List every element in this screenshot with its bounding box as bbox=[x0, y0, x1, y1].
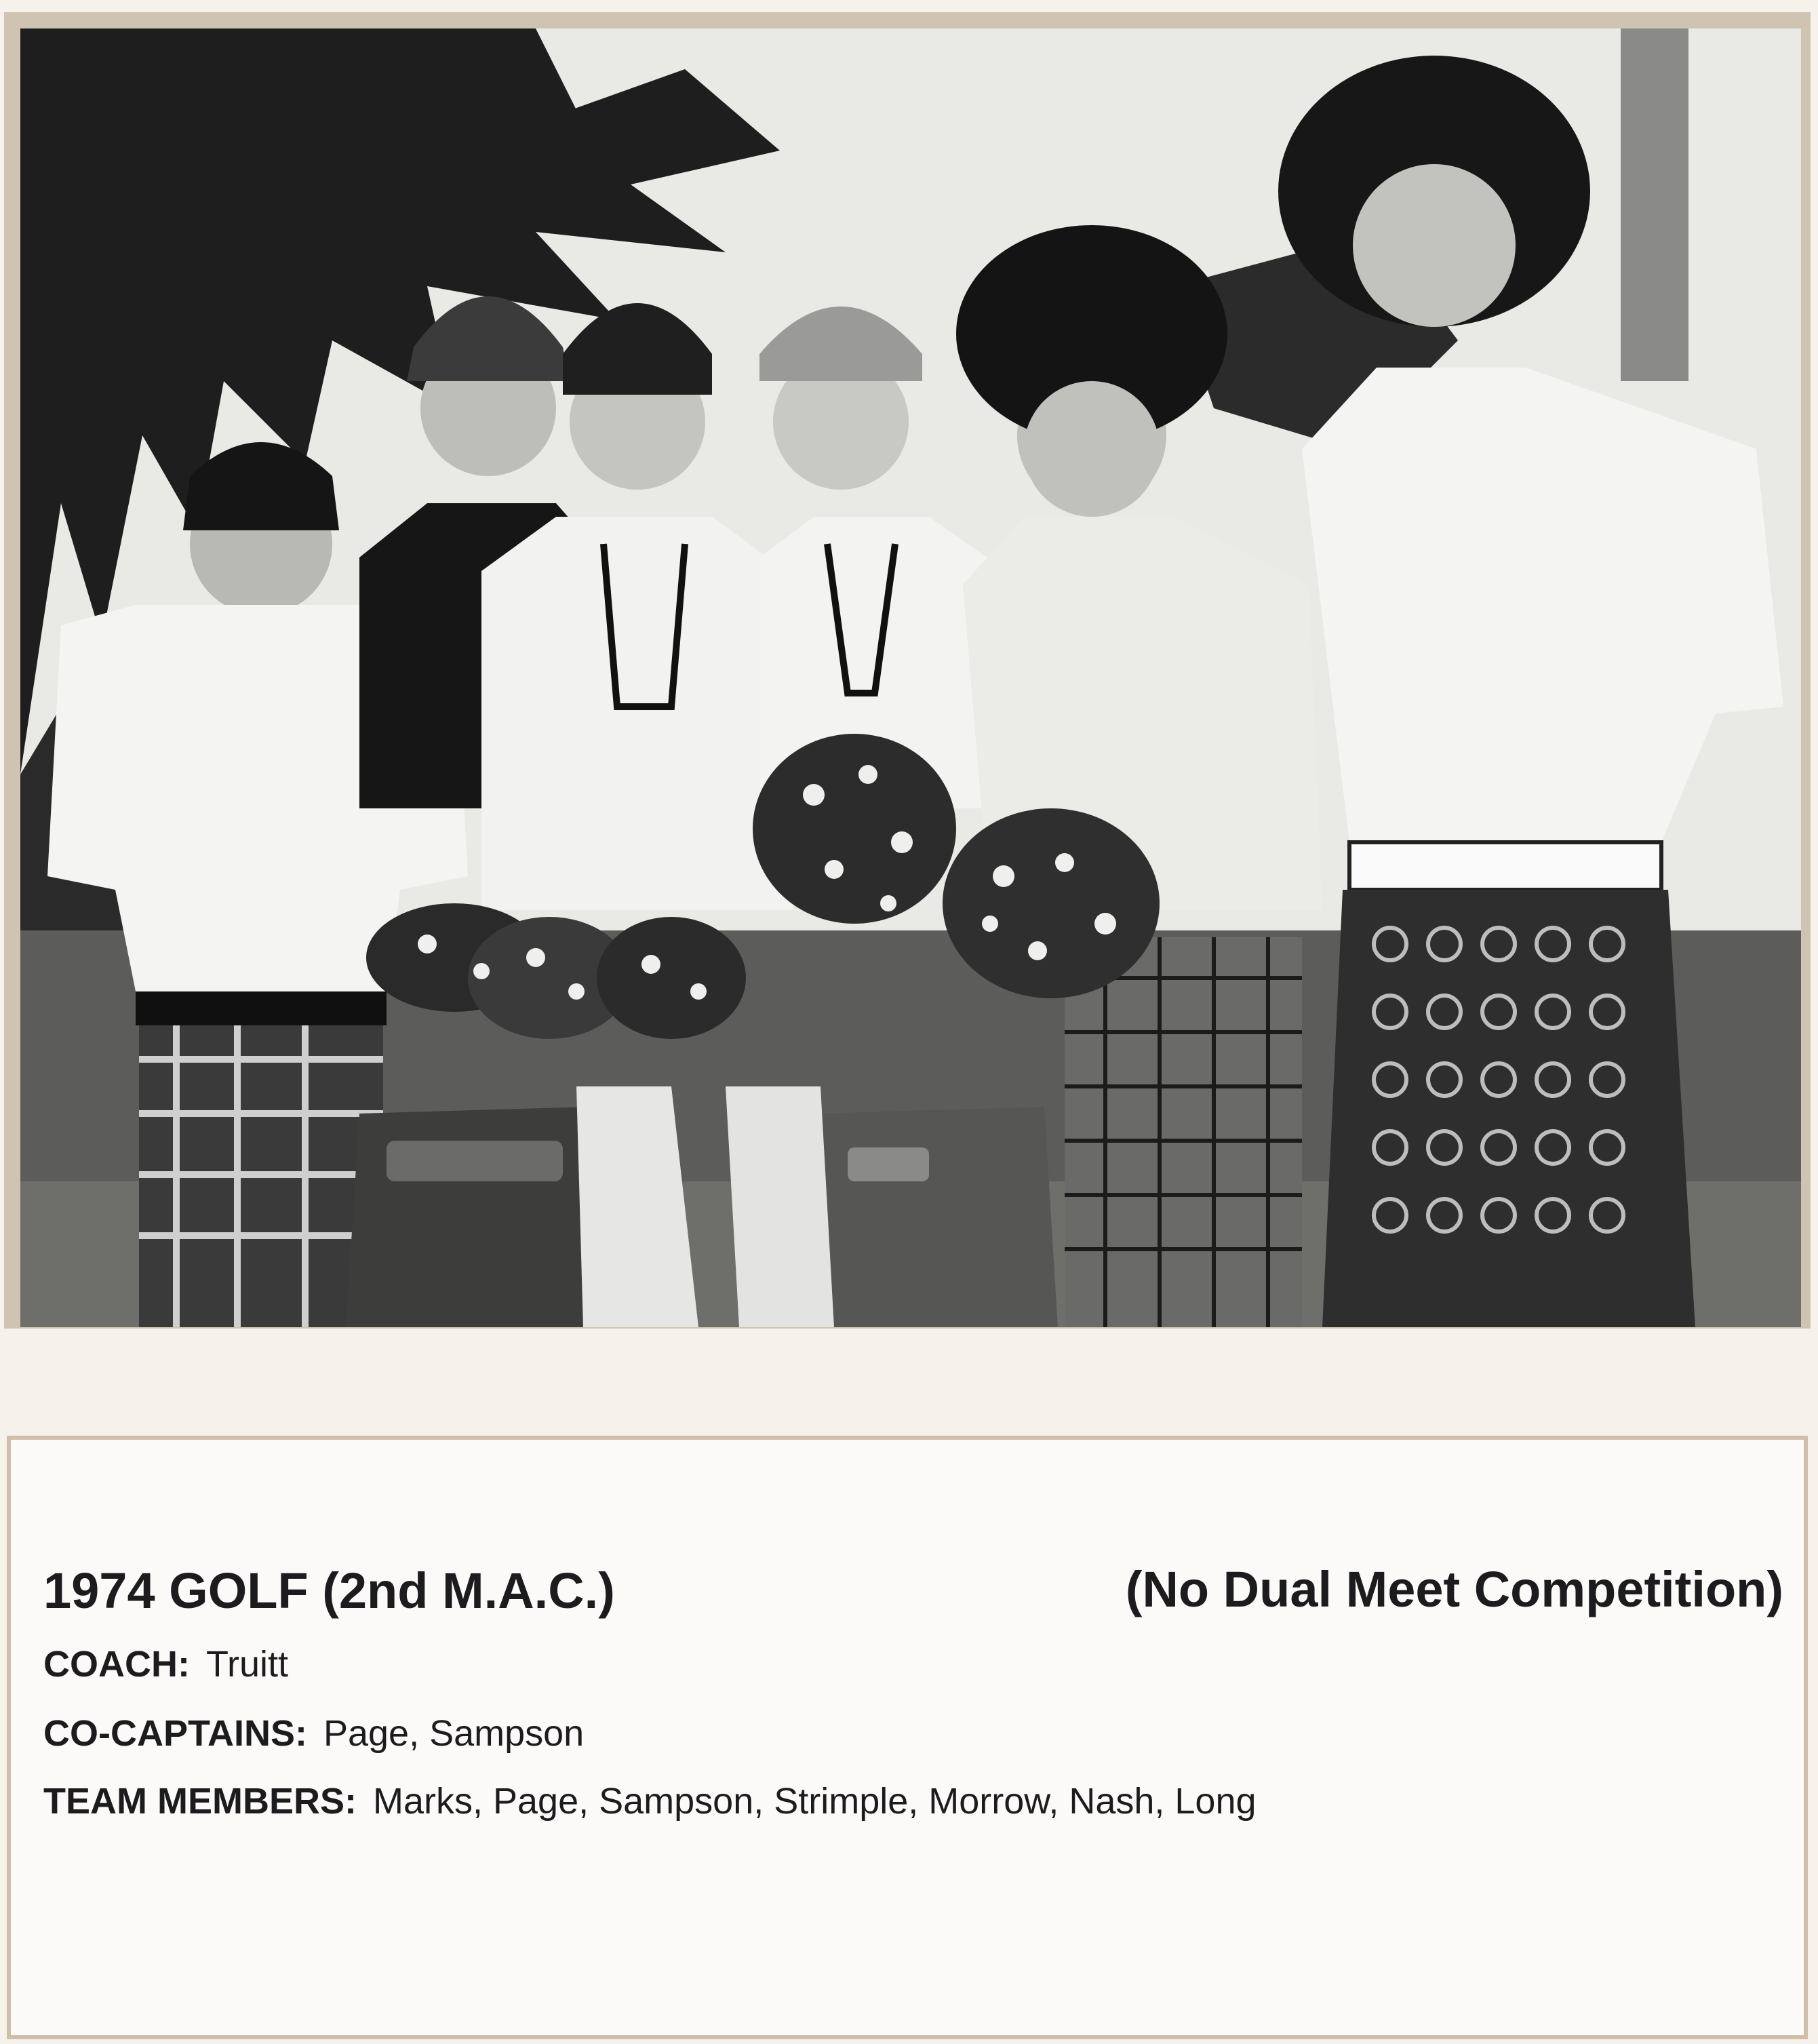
team-photo-image bbox=[20, 28, 1801, 1327]
coach-line bbox=[43, 1643, 288, 1685]
coach-value: Truitt bbox=[205, 1644, 288, 1685]
team-photo bbox=[20, 28, 1801, 1327]
caption-note: (No Dual Meet Competition) bbox=[1125, 1561, 1783, 1617]
palm-trunk-right bbox=[1621, 28, 1688, 381]
caption-title: 1974 GOLF (2nd M.A.C.) bbox=[43, 1563, 615, 1619]
captains-line bbox=[43, 1712, 584, 1754]
golf-bag-right bbox=[726, 1086, 1058, 1327]
members-line bbox=[43, 1780, 1257, 1822]
captains-value: Page, Sampson bbox=[323, 1713, 585, 1754]
photo-mount bbox=[4, 12, 1811, 1329]
coach-label: COACH: bbox=[43, 1644, 190, 1685]
members-label: TEAM MEMBERS: bbox=[43, 1781, 357, 1822]
golf-bag-left bbox=[346, 1086, 698, 1327]
captains-label: CO-CAPTAINS: bbox=[43, 1713, 307, 1754]
caption-card bbox=[7, 1436, 1808, 2039]
members-value: Marks, Page, Sampson, Strimple, Morrow, Nash, Long bbox=[372, 1781, 1257, 1822]
